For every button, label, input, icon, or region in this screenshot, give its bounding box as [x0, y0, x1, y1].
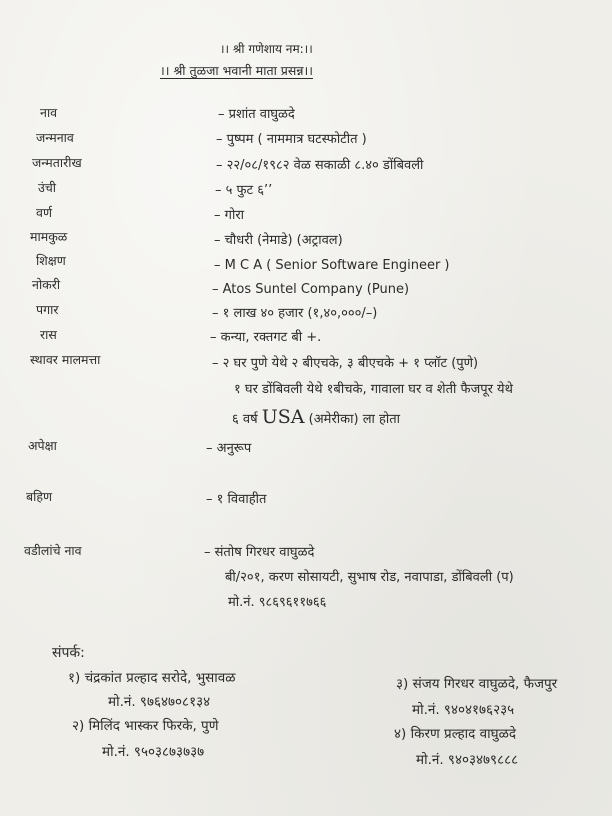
property-america: (अमेरीका) ला होता — [308, 412, 401, 427]
value-maternal-family: – चौधरी (नेमाडे) (अट्रावल) — [214, 233, 343, 248]
label-complexion: वर्ण — [36, 205, 52, 220]
value-height: – ५ फुट ६’’ — [215, 183, 273, 198]
label-education: शिक्षण — [36, 253, 66, 268]
value-name: – प्रशांत वाघुळदे — [218, 107, 295, 122]
label-sister: बहिण — [26, 489, 53, 504]
header-invocation-ganesh: ।। श्री गणेशाय नम:।। — [220, 42, 313, 56]
label-salary: पगार — [36, 302, 59, 317]
property-usa: USA — [261, 406, 305, 428]
value-job: – Atos Suntel Company (Pune) — [212, 282, 410, 297]
label-birth-name: जन्मनाव — [36, 130, 74, 145]
value-property-line3 — [232, 406, 401, 428]
value-zodiac: – कन्या, रक्तगट बी +. — [210, 330, 322, 345]
label-maternal-family: मामकुळ — [30, 229, 68, 244]
contact-heading: संपर्क: — [52, 645, 85, 661]
value-education: – M C A ( Senior Software Engineer ) — [214, 258, 450, 273]
label-job: नोकरी — [32, 277, 61, 292]
value-property-line1: – २ घर पुणे येथे २ बीएचके, ३ बीएचके + १ प्लॉट (पुणे) — [212, 356, 479, 371]
value-complexion: – गोरा — [214, 208, 245, 223]
contact-1-phone: मो.नं. ९७६४७०८१३४ — [108, 694, 211, 710]
contact-4-name: ४) किरण प्रल्हाद वाघुळदे — [394, 726, 517, 742]
contact-3-name: ३) संजय गिरधर वाघुळदे, फैजपुर — [396, 676, 558, 692]
label-father-name: वडीलांचे नाव — [24, 543, 82, 558]
value-salary: – १ लाख ४० हजार (१,४०,०००/–) — [212, 306, 378, 321]
label-zodiac: रास — [40, 327, 57, 342]
value-father-address: बी/२०१, करण सोसायटी, सुभाष रोड, नवापाडा, डोंबिवली (प) — [225, 570, 514, 585]
label-expectation: अपेक्षा — [28, 438, 57, 453]
label-birth-date: जन्मतारीख — [32, 155, 82, 170]
value-property-line2: १ घर डोंबिवली येथे १बीचके, गावाला घर व शेती फैजपूर येथे — [234, 382, 513, 397]
value-sister: – १ विवाहीत — [206, 492, 267, 507]
contact-4-phone: मो.नं. ९४०३४७९८८८ — [416, 752, 519, 768]
header-invocation-tuljabhavani: ।। श्री तुळजा भवानी माता प्रसन्न।। — [160, 63, 313, 78]
label-name: नाव — [40, 105, 58, 120]
value-father-phone: मो.नं. ९८६९६११७६६ — [228, 595, 327, 610]
contact-1-name: १) चंद्रकांत प्रल्हाद सरोदे, भुसावळ — [68, 670, 236, 686]
contact-2-name: २) मिलिंद भास्कर फिरके, पुणे — [72, 718, 219, 734]
value-birth-name: – पुष्पम ( नाममात्र घटस्फोटीत ) — [216, 132, 367, 147]
contact-3-phone: मो.नं. ९४०४१७६२३५ — [412, 702, 515, 718]
value-father-name: – संतोष गिरधर वाघुळदे — [204, 545, 315, 560]
label-property: स्थावर मालमत्ता — [30, 352, 101, 367]
property-years: ६ वर्ष — [232, 412, 258, 427]
label-height: उंची — [38, 180, 57, 195]
value-expectation: – अनुरूप — [206, 441, 252, 456]
value-birth-date: – २२/०८/१९८२ वेळ सकाळी ८.४० डोंबिवली — [216, 158, 424, 173]
contact-2-phone: मो.नं. ९५०३८७३७३७ — [102, 744, 205, 760]
